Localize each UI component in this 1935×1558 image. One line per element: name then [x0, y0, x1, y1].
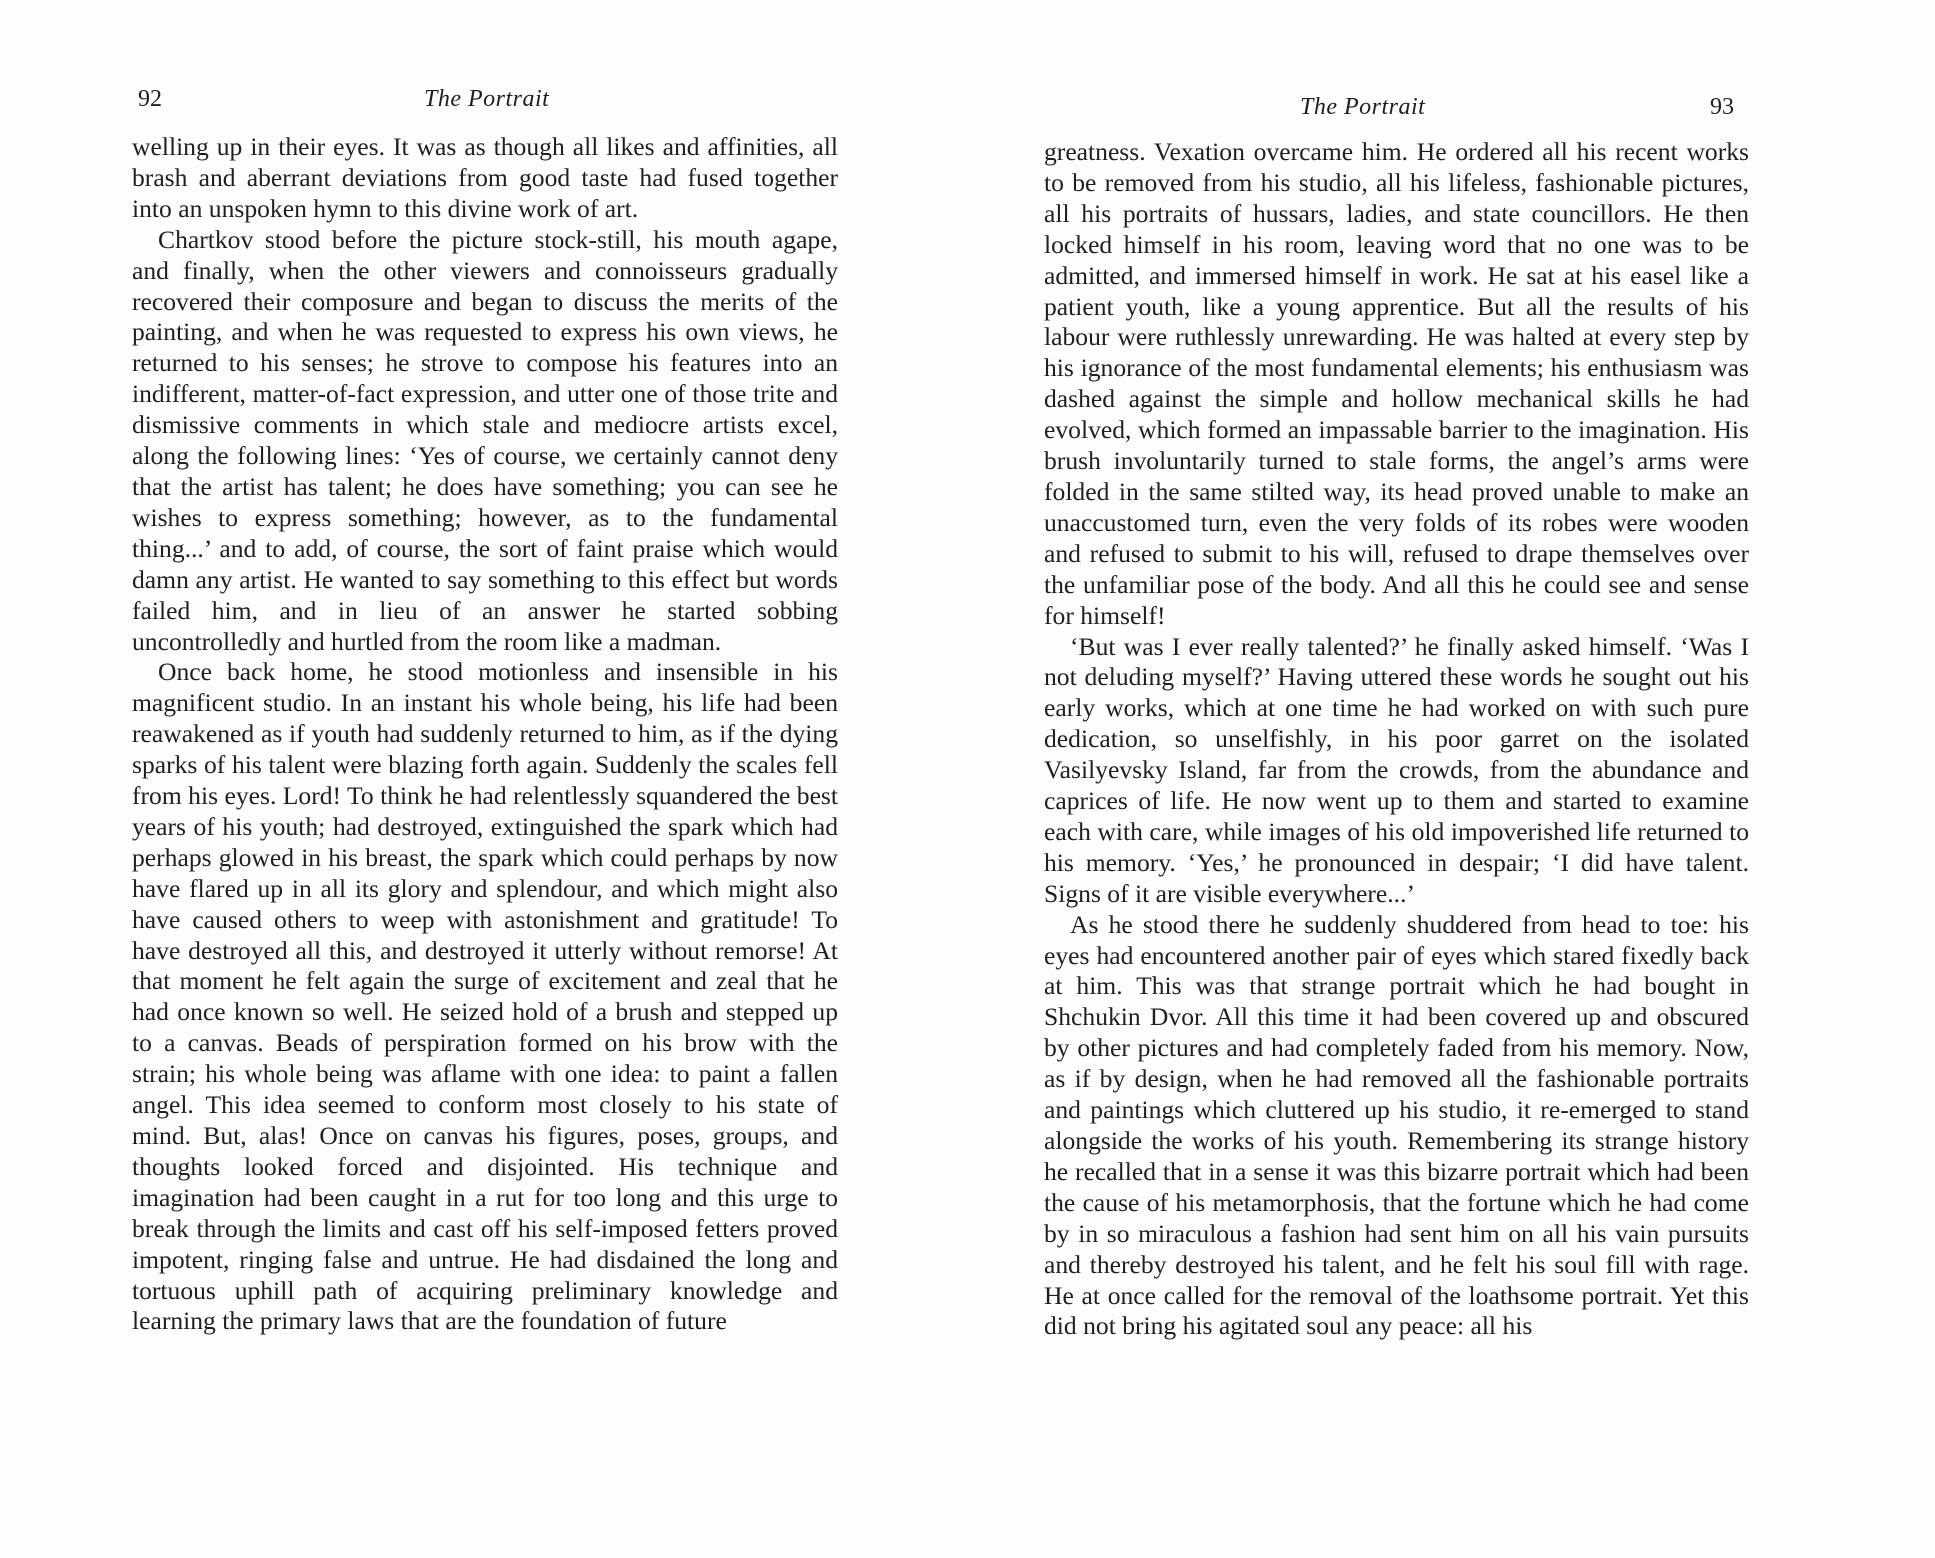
- right-running-title: The Portrait: [1300, 94, 1426, 120]
- left-page: [0, 0, 967, 1558]
- left-running-title: The Portrait: [424, 86, 550, 112]
- left-page-number: 92: [138, 86, 162, 112]
- paragraph: Chartkov stood before the picture stock-still, his mouth agape, and finally, when the other viewers and connoisseurs gradually recovered their composure and began to discuss the merits of the painting, and when he was requested to express his own views, he returned to his senses; he strove to compose his features into an indifferent, matter-of-fact expression, and utter one of those trite and dismissive comments in which stale and mediocre artists excel, along the following lines: ‘Yes of course, we certainly cannot deny that the artist has talent; he does have something; you can see he wishes to express something; however, as to the fundamental thing...’ and to add, of course, the sort of faint praise which would damn any artist. He wanted to say something to this effect but words failed him, and in lieu of an answer he started sobbing uncontrolledly and hurtled from the room like a madman.: [132, 224, 838, 656]
- paragraph: Once back home, he stood motionless and insensible in his magnificent studio. In an instant his whole being, his life had been reawakened as if youth had suddenly returned to him, as if the dying sparks of his talent were blazing forth again. Suddenly the scales fell from his eyes. Lord! To think he had relentlessly squandered the best years of his youth; had destroyed, extinguished the spark which had perhaps glowed in his breast, the spark which could perhaps by now have flared up in all its glory and splendour, and which might also have caused others to weep with astonishment and gratitude! To have destroyed all this, and destroyed it utterly without remorse! At that moment he felt again the surge of excitement and zeal that he had once known so well. He seized hold of a brush and stepped up to a canvas. Beads of perspiration formed on his brow with the strain; his whole being was aflame with one idea: to paint a fallen angel. This idea seemed to conform most closely to his state of mind. But, alas! Once on canvas his figures, poses, groups, and thoughts looked forced and disjointed. His technique and imagination had been caught in a rut for too long and this urge to break through the limits and cast off his self-imposed fetters proved impotent, ringing false and untrue. He had disdained the long and tortuous uphill path of acquiring preliminary knowledge and learning the primary laws that are the foundation of future: [132, 657, 838, 1336]
- left-page-body: [132, 132, 838, 1337]
- right-page-number: 93: [1710, 94, 1734, 120]
- right-page: [968, 0, 1935, 1558]
- paragraph: welling up in their eyes. It was as though all likes and affinities, all brash and aberrant deviations from good taste had fused together into an unspoken hymn to this divine work of art.: [132, 132, 838, 223]
- paragraph: greatness. Vexation overcame him. He ordered all his recent works to be removed from his studio, all his lifeless, fashionable pictures, all his portraits of hussars, ladies, and state councillors. He then locked himself in his room, leaving word that no one was to be admitted, and immersed himself in work. He sat at his easel like a patient youth, like a young apprentice. But all the results of his labour were ruthlessly unrewarding. He was halted at every step by his ignorance of the most fundamental elements; his enthusiasm was dashed against the simple and hollow mechanical skills he had evolved, which formed an impassable barrier to the imagination. His brush involuntarily turned to stale forms, the angel’s arms were folded in the same stilted way, its head proved unable to make an unaccustomed turn, even the very folds of its robes were wooden and refused to submit to his will, refused to drape themselves over the unfamiliar pose of the body. And all this he could see and sense for himself!: [1044, 137, 1749, 630]
- paragraph: ‘But was I ever really talented?’ he finally asked himself. ‘Was I not deluding myself?’ Having uttered these words he sought out his early works, which at one time he had worked on with such pure dedication, so unselfishly, in his poor garret on the isolated Vasilyevsky Island, far from the crowds, from the abundance and caprices of life. He now went up to them and started to examine each with care, while images of his old impoverished life returned to his memory. ‘Yes,’ he pronounced in despair; ‘I did have talent. Signs of it are visible everywhere...’: [1044, 631, 1749, 908]
- right-page-header: [1048, 84, 1734, 124]
- paragraph: As he stood there he suddenly shuddered from head to toe: his eyes had encountered another pair of eyes which stared fixedly back at him. This was that strange portrait which he had bought in Shchukin Dvor. All this time it had been covered up and obscured by other pictures and had completely faded from his memory. Now, as if by design, when he had removed all the fashionable portraits and paintings which cluttered up his studio, it re-emerged to stand alongside the works of his youth. Remembering its strange history he recalled that in a sense it was this bizarre portrait which had been the cause of his metamorphosis, that the fortune which he had come by in so miraculous a fashion had sent him on all his vain pursuits and thereby destroyed his talent, and he felt his soul fill with rage. He at once called for the removal of the loathsome portrait. Yet this did not bring his agitated soul any peace: all his: [1044, 909, 1749, 1341]
- left-page-header: [134, 84, 834, 124]
- right-page-body: [1044, 137, 1749, 1342]
